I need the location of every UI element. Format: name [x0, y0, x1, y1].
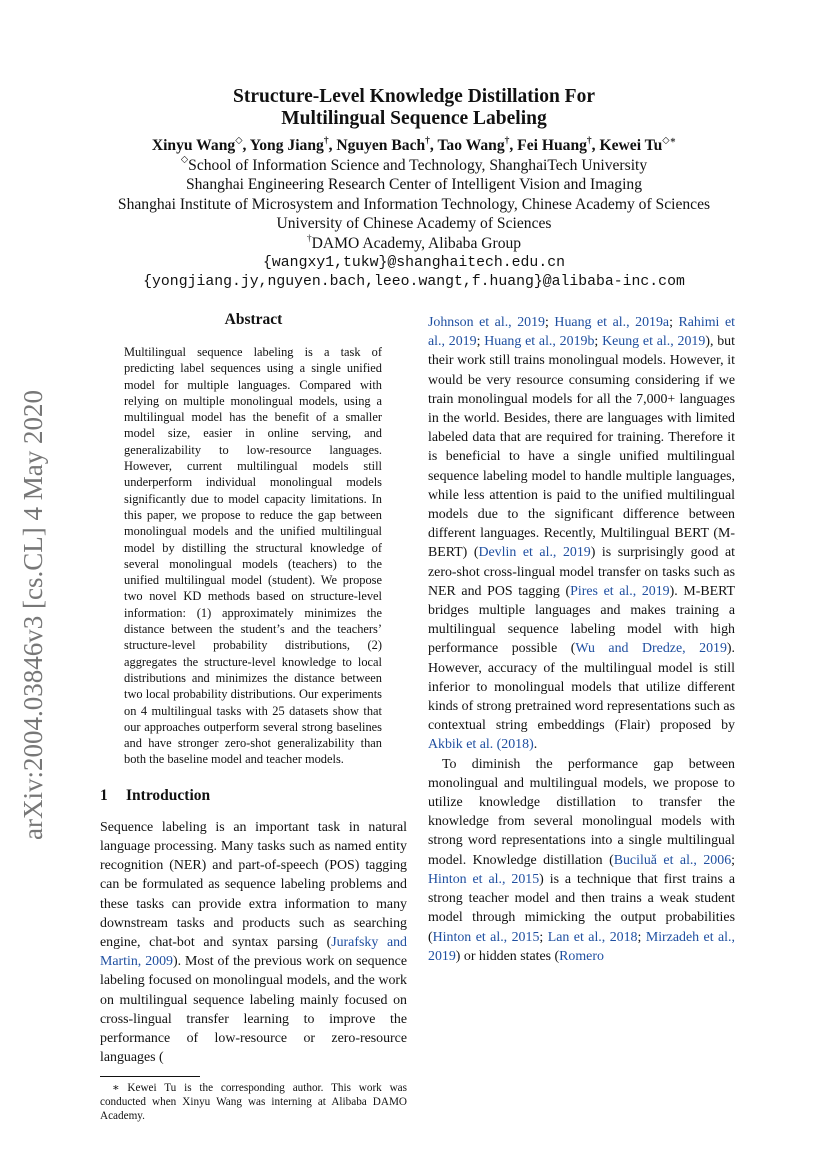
author: Nguyen Bach [336, 137, 426, 154]
title-line-1: Structure-Level Knowledge Distillation For [233, 86, 595, 107]
citation-link[interactable]: Keung et al., 2019 [602, 334, 706, 350]
paragraph: To diminish the performance gap between monolingual and multilingual models, we propose to utilize knowledge distillation to transfer the knowledge from several monolingual models with strong word representations into a single multilingual model. Knowledge distillation (Buciluă et al., 2006; Hinton et al., 2015) is a technique that first trains a strong teacher model and then trains a weak student model through mimicking the output probabilities (Hinton et al., 2015; Lan et al., 2018; Mirzadeh et al., 2019) or hidden states (Romero [428, 756, 736, 964]
email-line: {yongjiang.jy,nguyen.bach,leeo.wangt,f.huang}@alibaba-inc.com [143, 274, 685, 291]
citation-link[interactable]: Jurafsky and Martin, 2009 [100, 934, 407, 970]
citation-link[interactable]: Mirzadeh et al., 2019 [428, 929, 735, 964]
citation-link[interactable]: Akbik et al. (2018) [428, 737, 534, 753]
author: Tao Wang [437, 137, 505, 154]
arxiv-id: arXiv:2004.03846v3 [cs.CL] 4 May 2020 [20, 390, 48, 840]
abstract-text: Multilingual sequence labeling is a task of predicting label sequences using a single unified model for multiple languages. Compared with relying on multiple monolingual models, using a multilingual model has the benefit of a smaller model size, easier in online serving, and generalizability to low-resource languages. However, current multilingual models still underperform individual monolingual models significantly due to model capacity limitations. In this paper, we propose to reduce the gap between monolingual models and the unified multilingual model by distilling the structural knowledge of several monolingual models (teachers) to the unified multilingual model (student). We propose two novel KD methods based on structure-level information: (1) approximately minimizes the distance between the student’s and the teachers’ structure-level probability distributions, (2) aggregates the structure-level knowledge to local distributions and minimizes the distance between two local probability distributions. Our experiments on 4 multilingual tasks with 25 datasets show that our approaches outperform several strong baselines and have stronger zero-shot generalizability than both the baseline model and teacher models. [124, 345, 382, 767]
author: Fei Huang [517, 137, 587, 154]
affiliation: †DAMO Academy, Alibaba Group [306, 233, 522, 252]
author: Yong Jiang [249, 137, 324, 154]
affiliation: University of Chinese Academy of Sciences [276, 215, 552, 233]
citation-link[interactable]: Hinton et al., 2015 [428, 871, 540, 887]
author: Xinyu Wang [151, 137, 236, 154]
affiliation: Shanghai Engineering Research Center of Intelligent Vision and Imaging [185, 176, 643, 194]
section-title: Introduction [126, 786, 211, 804]
email-line: {wangxy1,tukw}@shanghaitech.edu.cn [263, 254, 565, 271]
right-column [428, 313, 735, 966]
paragraph-continued: Johnson et al., 2019; Huang et al., 2019a; Rahimi et al., 2019; Huang et al., 2019b; Keung et al., 2019), but their work still trains monolingual models. However, it would be very resource consuming considering if we train monolingual models for all the 7,000+ languages in the world. Besides, there are languages with limited labeled data that are required for training. Therefore it is beneficial to have a single unified multilingual sequence labeling model to handle multiple languages, while less attention is paid to the unified multilingual models due to the significant difference between different languages. Recently, Multilingual BERT (M-BERT) (Devlin et al., 2019) is surprisingly good at zero-shot cross-lingual model transfer on tasks such as NER and POS tagging (Pires et al., 2019). M-BERT bridges multiple languages and makes training a multilingual sequence labeling model with high performance possible (Wu and Dredze, 2019). However, accuracy of the multilingual model is still inferior to monolingual models that utilize different kinds of strong pretrained word representations such as contextual string embeddings (Flair) proposed by Akbik et al. (2018). [428, 315, 736, 753]
author-block [0, 136, 828, 293]
citation-link[interactable]: Pires et al., 2019 [570, 583, 670, 599]
citation-link[interactable]: Wu and Dredze, 2019 [575, 641, 727, 657]
citation-link[interactable]: Huang et al., 2019b [484, 334, 595, 350]
author-names: Xinyu Wang◇, Yong Jiang†, Nguyen Bach†, Tao Wang†, Fei Huang†, Kewei Tu◇∗ [151, 135, 677, 154]
citation-link[interactable]: Huang et al., 2019a [554, 315, 670, 330]
section-number: 1 [100, 786, 108, 804]
footnote-rule [100, 1076, 200, 1077]
citation-link[interactable]: Buciluă et al., 2006 [613, 852, 732, 868]
citation-link[interactable]: Rahimi et al., 2019 [428, 315, 735, 350]
abstract-heading: Abstract [224, 311, 283, 328]
paragraph: Sequence labeling is an important task in natural language processing. Many tasks such as named entity recognition (NER) and part-of-speech (POS) tagging can be formulated as sequence labeling problems and these tasks can provide extra information to many downstream tasks and products such as searching engine, chat-bot and syntax parsing (Jurafsky and Martin, 2009). Most of the previous work on sequence labeling focused on monolingual models, and the work on multilingual sequence labeling mainly focused on cross-lingual transfer learning to improve the performance of low-resource or zero-resource languages ( [100, 819, 407, 1066]
section-heading [100, 786, 407, 806]
author: Kewei Tu [599, 137, 663, 154]
citation-link[interactable]: Devlin et al., 2019 [478, 545, 591, 561]
citation-link[interactable]: Lan et al., 2018 [547, 929, 638, 945]
affiliation: Shanghai Institute of Microsystem and Information Technology, Chinese Academy of Sciences [117, 195, 711, 213]
citation-link[interactable]: Johnson et al., 2019 [428, 315, 545, 330]
title-line-2: Multilingual Sequence Labeling [281, 108, 547, 129]
arxiv-sidebar [20, 360, 48, 840]
affiliation: ◇School of Information Science and Technology, ShanghaiTech University [180, 155, 648, 174]
citation-link[interactable]: Hinton et al., 2015 [432, 929, 540, 945]
left-column [100, 310, 407, 1123]
paper-title [0, 86, 828, 130]
citation-link[interactable]: Romero [559, 948, 604, 964]
footnote: ∗ Kewei Tu is the corresponding author. This work was conducted when Xinyu Wang was interning at Alibaba DAMO Academy. [100, 1082, 407, 1123]
